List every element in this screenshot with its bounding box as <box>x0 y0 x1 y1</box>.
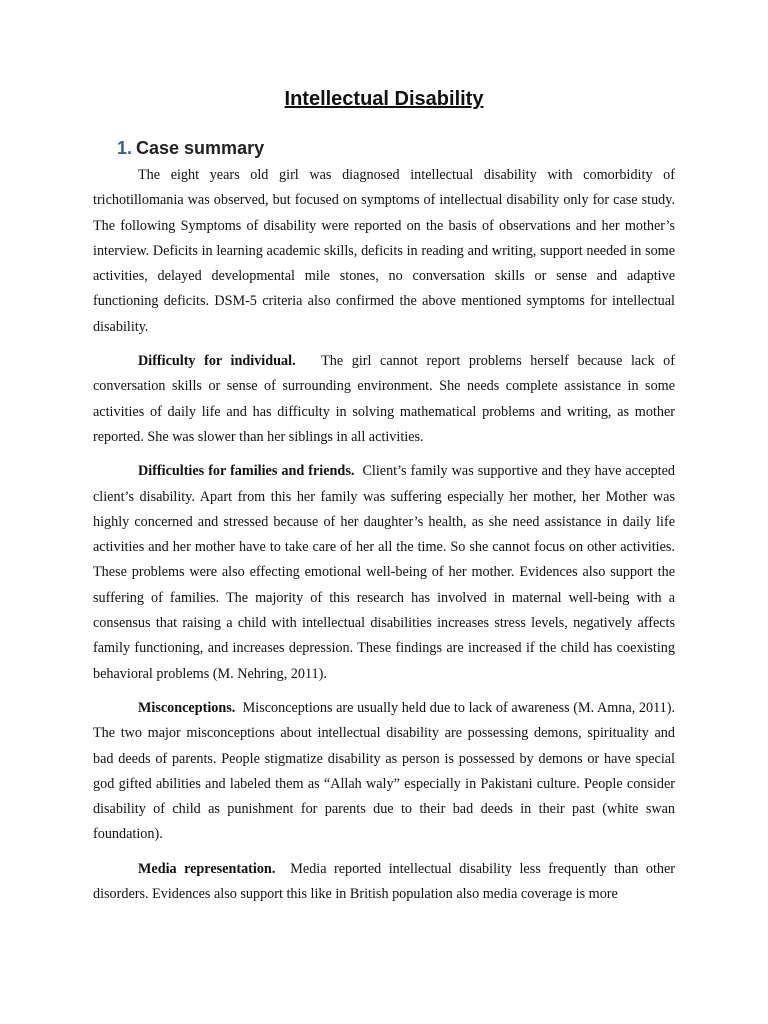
section-number: 1. <box>117 138 133 158</box>
paragraph-difficulties-families <box>93 459 675 687</box>
paragraph-media-representation <box>93 857 675 908</box>
paragraph-text: The eight years old girl was diagnosed intellectual disability with comorbidity of trichotillomania was observed, but focused on symptoms of intellectual disability only for case study. The following Symptoms of disability were reported on the basis of observations and her mother’s interview. Deficits in learning academic skills, deficits in reading and writing, support needed in some activities, delayed developmental mile stones, no conversation skills or sense and adaptive functioning deficits. DSM-5 criteria also confirmed the above mentioned symptoms for intellectual disability. <box>93 167 675 335</box>
paragraph-case-intro <box>93 163 675 340</box>
paragraph-text: Misconceptions are usually held due to lack of awareness (M. Amna, 2011). The two major misconceptions about intellectual disability are possessing demons, spirituality and bad deeds of parents. People stigmatize disability as person is possessed by demons or have special god gifted abilities and labeled them as “Allah waly” especially in Pakistani culture. People consider disability of child as punishment for parents due to their bad deeds in their past (white swan foundation). <box>93 699 676 843</box>
section-title: Case summary <box>136 138 265 158</box>
paragraph-text: Client’s family was supportive and they have accepted client’s disability. Apart from this her family was suffering especially her mother, her Mother was highly concerned and stressed because of her daughter’s health, as she need assistance in daily life activities and her mother have to take care of her all the time. So she cannot focus on other activities. These problems were also effecting emotional well-being of her mother. Evidences also support the suffering of families. The majority of this research has involved in maternal well-being with a consensus that raising a child with intellectual disabilities increases stress levels, negatively affects family functioning, and increases depression. These findings are increased if the child has coexisting behavioral problems (M. Nehring, 2011). <box>93 463 675 682</box>
paragraph-text: Media reported intellectual disability less frequently than other disorders. Evidences also support this like in British population also media coverage is more <box>93 860 676 903</box>
paragraph-text: The girl cannot report problems herself because lack of conversation skills or sense of surrounding environment. She needs complete assistance in some activities of daily life and has difficulty in solving mathematical problems and writing, as mother reported. She was slower than her siblings in all activities. <box>93 353 675 445</box>
paragraph-lead: Difficulties for families and friends. <box>138 463 355 480</box>
section-heading <box>117 138 264 159</box>
paragraph-lead: Misconceptions. <box>138 699 236 716</box>
paragraph-misconceptions <box>93 696 675 848</box>
page-title: Intellectual Disability <box>284 88 484 110</box>
document-body <box>93 163 675 916</box>
paragraph-difficulty-individual <box>93 349 675 450</box>
paragraph-lead: Media representation. <box>138 860 276 877</box>
paragraph-lead: Difficulty for individual. <box>138 353 296 370</box>
